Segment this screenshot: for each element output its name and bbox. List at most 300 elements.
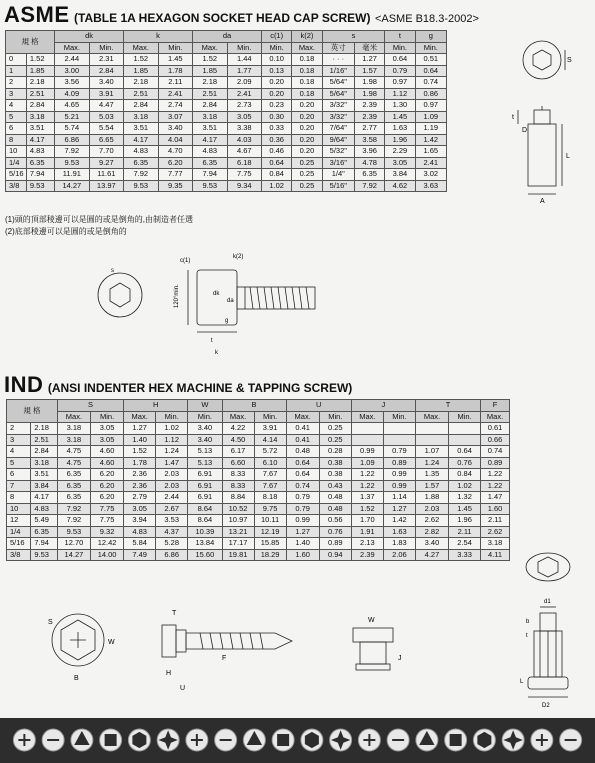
value-cell: 6.20 <box>158 157 192 169</box>
value-cell: 4.04 <box>158 134 192 146</box>
value-cell: 3.40 <box>188 434 222 446</box>
value-cell: 1.27 <box>383 503 415 515</box>
value-cell: 3.40 <box>188 423 222 435</box>
sub-header: Min. <box>188 411 222 423</box>
value-cell: 2.84 <box>193 100 227 112</box>
label: L <box>566 153 570 160</box>
value-cell: 2.13 <box>351 538 383 550</box>
torx-icon <box>272 729 294 751</box>
value-cell: 6.65 <box>89 134 123 146</box>
value-cell: 1.52 <box>193 54 227 66</box>
value-cell: 6.60 <box>222 457 254 469</box>
value-cell: 7/64" <box>322 123 354 135</box>
value-cell: 0.48 <box>319 503 351 515</box>
ind-title-bar <box>4 372 352 398</box>
value-cell: 7.70 <box>89 146 123 158</box>
value-cell: 5.13 <box>188 457 222 469</box>
value-cell: 0.23 <box>262 100 292 112</box>
value-cell: 0.94 <box>319 549 351 561</box>
sub-header: Max. <box>286 411 319 423</box>
value-cell: 3.94 <box>124 515 156 527</box>
asme-side-drawing <box>498 36 590 208</box>
table-row <box>7 423 510 435</box>
value-cell: 0.89 <box>481 457 510 469</box>
value-cell: 15.60 <box>188 549 222 561</box>
value-cell: 3/32" <box>322 111 354 123</box>
col-header: J <box>351 400 415 412</box>
size-cell: 4 <box>6 100 27 112</box>
value-cell: 0.18 <box>292 65 322 77</box>
value-cell: 2.44 <box>55 54 89 66</box>
value-cell: 7.75 <box>91 515 124 527</box>
value-cell: 9.53 <box>57 526 90 538</box>
size-cell: 1/4 <box>7 526 31 538</box>
size-cell: 1.85 <box>26 65 54 77</box>
value-cell: 4.83 <box>124 526 156 538</box>
value-cell: 1.91 <box>351 526 383 538</box>
value-cell: 3.05 <box>91 423 124 435</box>
value-cell: 1/16" <box>322 65 354 77</box>
value-cell: 5.13 <box>188 446 222 458</box>
value-cell: 4.70 <box>158 146 192 158</box>
table-row <box>7 492 510 504</box>
sub-header: Min. <box>156 411 188 423</box>
value-cell: 3.18 <box>57 423 90 435</box>
value-cell: 0.84 <box>449 469 481 481</box>
value-cell: 4.83 <box>124 146 158 158</box>
sub-header: Max. <box>292 42 322 54</box>
value-cell: 0.43 <box>319 480 351 492</box>
value-cell: 6.18 <box>227 157 261 169</box>
label: T <box>172 610 177 617</box>
value-cell: 1.40 <box>124 434 156 446</box>
value-cell: 3.02 <box>415 169 446 181</box>
label: D2 <box>542 703 550 709</box>
size-cell: 2 <box>6 77 27 89</box>
value-cell: 0.25 <box>292 169 322 181</box>
value-cell: 0.61 <box>481 423 510 435</box>
value-cell: 6.10 <box>254 457 286 469</box>
label: A <box>540 198 545 205</box>
value-cell: 12.19 <box>254 526 286 538</box>
value-cell: 1.27 <box>354 54 384 66</box>
value-cell: 6.86 <box>156 549 188 561</box>
value-cell <box>351 423 383 435</box>
value-cell: 1.42 <box>415 134 446 146</box>
value-cell: 1.44 <box>227 54 261 66</box>
value-cell: 2.77 <box>354 123 384 135</box>
value-cell: 1.09 <box>351 457 383 469</box>
size-cell: 3/8 <box>6 180 27 192</box>
sub-header: 毫米 <box>354 42 384 54</box>
sub-header: Min. <box>254 411 286 423</box>
value-cell: 7.75 <box>227 169 261 181</box>
label: L <box>520 679 524 685</box>
value-cell: 2.11 <box>449 526 481 538</box>
value-cell: 1.96 <box>385 134 415 146</box>
value-cell: 2.11 <box>481 515 510 527</box>
value-cell: 0.99 <box>351 446 383 458</box>
size-cell: 3/8 <box>7 549 31 561</box>
value-cell: 10.39 <box>188 526 222 538</box>
value-cell: 0.20 <box>292 146 322 158</box>
value-cell: 1.35 <box>415 469 448 481</box>
value-cell: 18.29 <box>254 549 286 561</box>
value-cell: 1.83 <box>383 538 415 550</box>
value-cell: 1.78 <box>158 65 192 77</box>
value-cell: 2.06 <box>383 549 415 561</box>
value-cell: 2.62 <box>415 515 448 527</box>
value-cell: 3.18 <box>57 434 90 446</box>
value-cell: 10.11 <box>254 515 286 527</box>
sub-header: Min. <box>385 42 415 54</box>
size-cell: 2 <box>7 423 31 435</box>
value-cell: 6.86 <box>55 134 89 146</box>
tri-wing-icon <box>330 729 352 751</box>
value-cell: 6.91 <box>188 492 222 504</box>
value-cell: 6.35 <box>124 157 158 169</box>
col-header: S <box>57 400 123 412</box>
label: D <box>522 127 528 134</box>
value-cell: 2.18 <box>193 77 227 89</box>
value-cell: 0.64 <box>262 157 292 169</box>
value-cell: 0.74 <box>481 446 510 458</box>
value-cell: 0.10 <box>262 54 292 66</box>
value-cell: 0.25 <box>319 423 351 435</box>
size-cell: 4.83 <box>26 146 54 158</box>
one-way-icon <box>531 729 553 751</box>
value-cell: 1.07 <box>415 446 448 458</box>
sub-header: Max. <box>222 411 254 423</box>
value-cell: 12.42 <box>91 538 124 550</box>
value-cell: 2.74 <box>158 100 192 112</box>
value-cell: 5.21 <box>55 111 89 123</box>
value-cell: 4.67 <box>227 146 261 158</box>
size-cell: 3.18 <box>26 111 54 123</box>
value-cell: 13.97 <box>89 180 123 192</box>
label: W <box>108 639 115 646</box>
value-cell: 0.79 <box>383 446 415 458</box>
label: t <box>526 633 528 639</box>
value-cell: 0.79 <box>286 503 319 515</box>
value-cell: 0.74 <box>286 480 319 492</box>
value-cell: 6.35 <box>193 157 227 169</box>
size-cell: 1 <box>6 65 27 77</box>
size-cell: 6 <box>6 123 27 135</box>
label: S <box>48 619 53 626</box>
table-row <box>7 549 510 561</box>
size-cell: 1/4 <box>6 157 27 169</box>
label: k <box>215 350 218 356</box>
value-cell: 1.52 <box>124 446 156 458</box>
value-cell: 0.76 <box>449 457 481 469</box>
value-cell: 0.18 <box>292 88 322 100</box>
value-cell: 1.98 <box>354 77 384 89</box>
value-cell: 4.83 <box>193 146 227 158</box>
value-cell: 7.77 <box>158 169 192 181</box>
value-cell: 10.97 <box>222 515 254 527</box>
value-cell: 3.63 <box>415 180 446 192</box>
value-cell: 8.18 <box>254 492 286 504</box>
size-cell: 6.35 <box>31 526 58 538</box>
table-row <box>7 446 510 458</box>
value-cell: 2.62 <box>481 526 510 538</box>
value-cell: 9.53 <box>55 157 89 169</box>
value-cell: 3.33 <box>449 549 481 561</box>
square-icon <box>128 729 150 751</box>
label: c(1) <box>180 258 191 264</box>
size-cell: 5 <box>6 111 27 123</box>
ind-subtitle: (ANSI INDENTER HEX MACHINE & TAPPING SCREW) <box>47 381 353 395</box>
spline-icon <box>560 729 582 751</box>
asme-subtitle: (TABLE 1A HEXAGON SOCKET HEAD CAP SCREW) <box>74 11 371 25</box>
value-cell: 0.41 <box>286 423 319 435</box>
value-cell: 1.63 <box>383 526 415 538</box>
value-cell: 0.99 <box>383 480 415 492</box>
value-cell: 0.33 <box>262 123 292 135</box>
value-cell: 3.51 <box>193 123 227 135</box>
value-cell: 1.60 <box>481 503 510 515</box>
value-cell: 3.53 <box>156 515 188 527</box>
value-cell: 0.89 <box>383 457 415 469</box>
value-cell: 3.40 <box>415 538 448 550</box>
value-cell: 1.40 <box>286 538 319 550</box>
value-cell: 4.22 <box>222 423 254 435</box>
value-cell: 3.18 <box>481 538 510 550</box>
value-cell: 1.65 <box>415 146 446 158</box>
asme-title: ASME <box>4 2 70 27</box>
size-cell: 9.53 <box>31 549 58 561</box>
table-row <box>6 134 447 146</box>
value-cell: 1.96 <box>449 515 481 527</box>
label: dk <box>213 291 220 297</box>
value-cell: 0.79 <box>286 492 319 504</box>
hex-icon <box>110 283 130 307</box>
value-cell: 3/16" <box>322 157 354 169</box>
value-cell: 0.25 <box>292 157 322 169</box>
ind-table <box>6 399 510 561</box>
value-cell: 0.48 <box>286 446 319 458</box>
value-cell: 0.99 <box>383 469 415 481</box>
value-cell: 3.05 <box>124 503 156 515</box>
value-cell: 0.20 <box>262 88 292 100</box>
star6-icon <box>445 729 467 751</box>
size-cell: 12 <box>7 515 31 527</box>
value-cell: 8.84 <box>222 492 254 504</box>
value-cell: 0.20 <box>262 77 292 89</box>
value-cell: 9.35 <box>158 180 192 192</box>
value-cell: 6.20 <box>91 492 124 504</box>
table-row <box>6 123 447 135</box>
value-cell: 3.05 <box>385 157 415 169</box>
value-cell <box>351 434 383 446</box>
table-row <box>7 480 510 492</box>
torx-plus-icon <box>502 729 524 751</box>
value-cell: 8.33 <box>222 469 254 481</box>
value-cell: 4.09 <box>55 88 89 100</box>
value-cell: 3.51 <box>124 123 158 135</box>
value-cell: 14.00 <box>91 549 124 561</box>
value-cell: 4.17 <box>124 134 158 146</box>
table-row <box>6 169 447 181</box>
ind-drawings <box>30 600 455 710</box>
head-top-view <box>523 41 561 79</box>
value-cell: 0.25 <box>319 434 351 446</box>
sub-header: Max. <box>351 411 383 423</box>
value-cell: 2.41 <box>415 157 446 169</box>
hex-socket-view <box>533 50 551 70</box>
value-cell: · · · <box>322 54 354 66</box>
label: J <box>398 655 402 662</box>
value-cell: 0.84 <box>262 169 292 181</box>
value-cell: 2.41 <box>227 88 261 100</box>
size-cell: 8 <box>7 492 31 504</box>
value-cell: 0.48 <box>319 492 351 504</box>
value-cell: 2.03 <box>156 480 188 492</box>
value-cell: 0.20 <box>292 100 322 112</box>
table-row <box>7 457 510 469</box>
value-cell: 1.70 <box>351 515 383 527</box>
sub-header: 英寸 <box>322 42 354 54</box>
value-cell: 2.73 <box>227 100 261 112</box>
col-header: k(2) <box>292 31 322 43</box>
value-cell: 1.77 <box>227 65 261 77</box>
size-header: 規 格 <box>6 31 55 54</box>
asme-detail-drawing <box>85 250 335 360</box>
ind-title: IND <box>4 372 44 397</box>
sub-header: Max. <box>415 411 448 423</box>
value-cell: 2.67 <box>156 503 188 515</box>
sub-header: Min. <box>89 42 123 54</box>
table-row <box>7 434 510 446</box>
label: W <box>368 617 375 624</box>
value-cell: 0.99 <box>286 515 319 527</box>
label: S <box>567 57 572 64</box>
value-cell: 1.52 <box>351 503 383 515</box>
value-cell: 0.28 <box>319 446 351 458</box>
drive-types-strip <box>0 718 595 763</box>
value-cell: 9/64" <box>322 134 354 146</box>
value-cell: 3.58 <box>354 134 384 146</box>
value-cell: 3/32" <box>322 100 354 112</box>
col-header: g <box>415 31 446 43</box>
value-cell: 5.28 <box>156 538 188 550</box>
value-cell: 1.85 <box>193 65 227 77</box>
value-cell: 4.27 <box>415 549 448 561</box>
value-cell: 0.64 <box>286 469 319 481</box>
value-cell: 13.21 <box>222 526 254 538</box>
value-cell: 3.05 <box>227 111 261 123</box>
col-header: F <box>481 400 510 412</box>
value-cell: 1.12 <box>385 88 415 100</box>
size-cell: 5.49 <box>31 515 58 527</box>
size-cell: 4.17 <box>26 134 54 146</box>
value-cell: 0.79 <box>385 65 415 77</box>
sub-header: Max. <box>193 42 227 54</box>
value-cell <box>415 434 448 446</box>
value-cell: 2.41 <box>158 88 192 100</box>
value-cell: 0.38 <box>319 469 351 481</box>
value-cell: 0.66 <box>481 434 510 446</box>
value-cell: 3.00 <box>55 65 89 77</box>
value-cell: 1.42 <box>383 515 415 527</box>
table-row <box>7 538 510 550</box>
size-cell: 5 <box>7 457 31 469</box>
col-header: c(1) <box>262 31 292 43</box>
size-cell: 0 <box>6 54 27 66</box>
value-cell: 7.49 <box>124 549 156 561</box>
sub-header: Min. <box>91 411 124 423</box>
value-cell: 6.35 <box>57 469 90 481</box>
value-cell: 3.56 <box>55 77 89 89</box>
value-cell: 4.75 <box>57 457 90 469</box>
value-cell: 2.18 <box>124 77 158 89</box>
table-row <box>6 146 447 158</box>
value-cell: 3.18 <box>124 111 158 123</box>
value-cell: 1.78 <box>124 457 156 469</box>
value-cell: 2.79 <box>124 492 156 504</box>
value-cell: 1.27 <box>286 526 319 538</box>
asme-standard: <ASME B18.3-2002> <box>374 13 479 25</box>
sub-header: Max. <box>57 411 90 423</box>
value-cell: 1.85 <box>124 65 158 77</box>
value-cell: 5.84 <box>124 538 156 550</box>
label: s <box>111 268 114 274</box>
asme-notes <box>5 214 193 238</box>
value-cell: 4.60 <box>91 457 124 469</box>
value-cell: 5.54 <box>89 123 123 135</box>
value-cell: 6.20 <box>91 469 124 481</box>
value-cell: 0.36 <box>262 134 292 146</box>
value-cell: 8.64 <box>188 503 222 515</box>
size-cell: 2.84 <box>26 100 54 112</box>
value-cell: 4.14 <box>254 434 286 446</box>
value-cell: 0.38 <box>319 457 351 469</box>
value-cell: 7.92 <box>57 515 90 527</box>
value-cell: 0.97 <box>415 100 446 112</box>
value-cell: 0.64 <box>449 446 481 458</box>
size-cell: 1.52 <box>26 54 54 66</box>
value-cell: 1.32 <box>449 492 481 504</box>
value-cell: 1.63 <box>385 123 415 135</box>
value-cell: 1.57 <box>354 65 384 77</box>
value-cell <box>449 434 481 446</box>
value-cell: 6.35 <box>57 492 90 504</box>
value-cell: 9.75 <box>254 503 286 515</box>
size-cell: 5/16 <box>6 169 27 181</box>
value-cell: 3.91 <box>254 423 286 435</box>
value-cell: 3.18 <box>193 111 227 123</box>
value-cell: 9.32 <box>91 526 124 538</box>
table-row <box>6 100 447 112</box>
size-cell: 3.84 <box>31 480 58 492</box>
value-cell: 3.38 <box>227 123 261 135</box>
value-cell: 3.84 <box>385 169 415 181</box>
value-cell: 14.27 <box>57 549 90 561</box>
value-cell: 1.02 <box>262 180 292 192</box>
value-cell <box>383 434 415 446</box>
label: d1 <box>544 599 551 605</box>
value-cell: 1.57 <box>415 480 448 492</box>
size-cell: 7.94 <box>26 169 54 181</box>
col-header: s <box>322 31 385 43</box>
star-icon <box>186 729 208 751</box>
value-cell: 1.24 <box>415 457 448 469</box>
label: g <box>225 318 229 324</box>
value-cell: 4.50 <box>222 434 254 446</box>
label: F <box>222 655 227 662</box>
value-cell: 2.39 <box>351 549 383 561</box>
